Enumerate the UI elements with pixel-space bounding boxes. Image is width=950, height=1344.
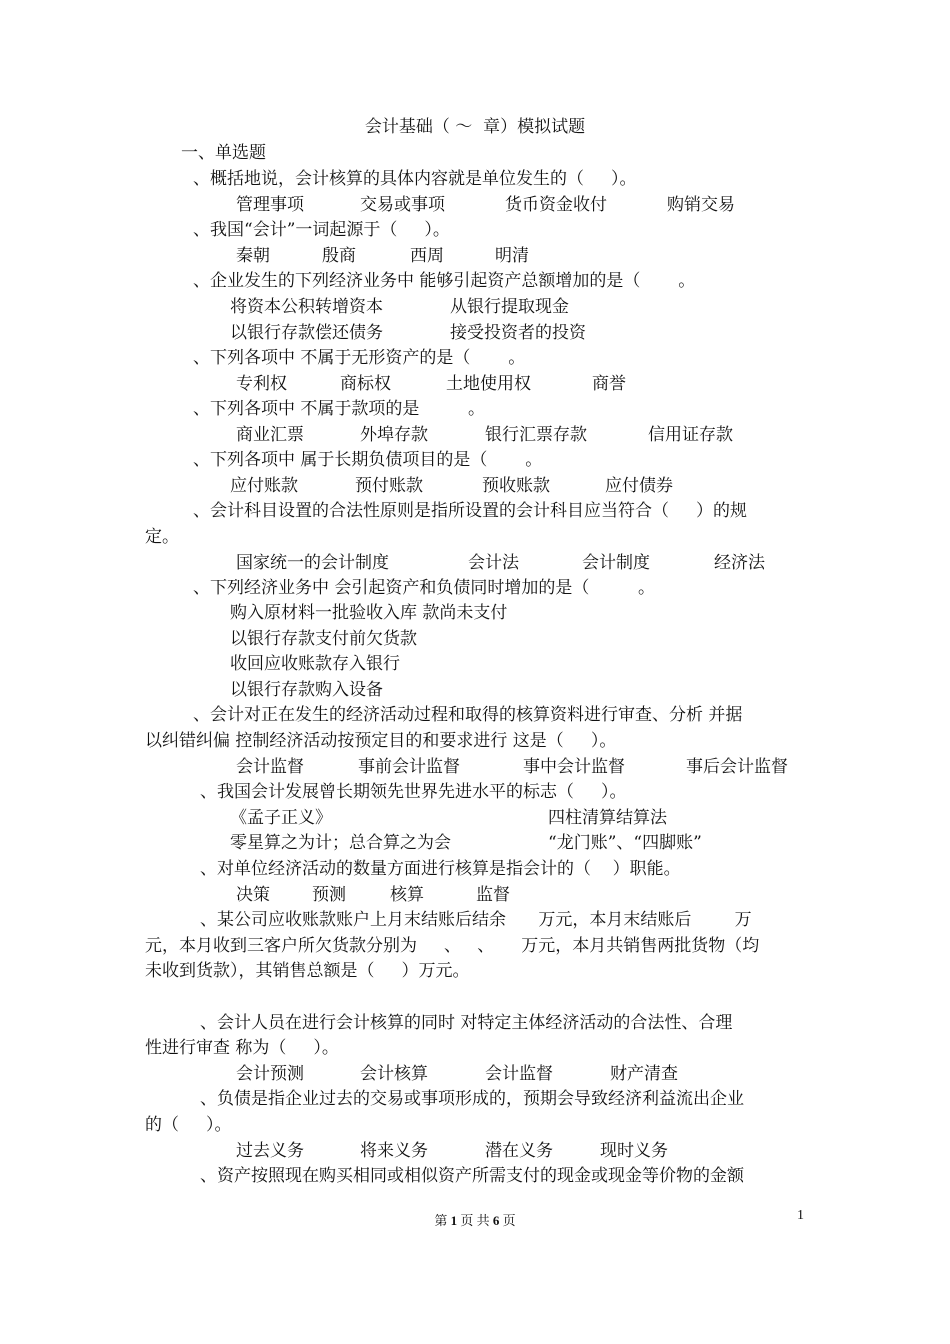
q10-option-a: 《孟子正义》	[230, 808, 332, 828]
q10-option-b: 四柱清算结算法	[548, 808, 667, 828]
q1-option-a: 管理事项	[236, 195, 304, 215]
q6-option-c: 预收账款	[482, 476, 550, 496]
page-footer	[0, 1210, 950, 1229]
q5-option-c: 银行汇票存款	[485, 425, 587, 445]
question-9-stem-line2: 以纠错纠偏 控制经济活动按预定目的和要求进行 这是（ ）。	[145, 731, 617, 751]
question-7-stem-line2: 定。	[145, 527, 179, 547]
q3-option-d: 接受投资者的投资	[450, 323, 586, 343]
q1-option-d: 购销交易	[667, 195, 735, 215]
q3-option-a: 将资本公积转增资本	[230, 297, 383, 317]
question-7-stem-line1: 、会计科目设置的合法性原则是指所设置的会计科目应当符合（ ）的规	[193, 501, 748, 521]
question-5-stem: 、下列各项中 不属于款项的是 。	[193, 399, 486, 419]
question-1-stem: 、概括地说，会计核算的具体内容就是单位发生的（ ）。	[193, 169, 637, 189]
q2-option-b: 殷商	[322, 246, 356, 266]
q3-option-c: 以银行存款偿还债务	[230, 323, 383, 343]
question-12-stem-line3: 未收到货款），其销售总额是（ ）万元。	[145, 961, 470, 981]
q14-option-d: 现时义务	[600, 1141, 668, 1161]
q11-option-a: 决策	[236, 885, 270, 905]
q9-option-d: 事后会计监督	[686, 757, 788, 777]
q14-option-c: 潜在义务	[485, 1141, 553, 1161]
q7-option-d: 经济法	[714, 553, 765, 573]
page-number: 1	[797, 1208, 804, 1223]
question-14-stem-line1: 、负债是指企业过去的交易或事项形成的，预期会导致经济利益流出企业	[200, 1089, 744, 1109]
q10-option-d: “龙门账”、“四脚账”	[548, 833, 702, 853]
q4-option-d: 商誉	[592, 374, 626, 394]
q7-option-c: 会计制度	[582, 553, 650, 573]
q9-option-c: 事中会计监督	[523, 757, 625, 777]
q4-option-b: 商标权	[340, 374, 391, 394]
q13-option-d: 财产清查	[610, 1064, 678, 1084]
question-14-stem-line2: 的（ ）。	[145, 1115, 232, 1135]
q1-option-c: 货币资金收付	[505, 195, 607, 215]
document-title: 会计基础（ ～ 章）模拟试题	[364, 117, 586, 137]
question-10-stem: 、我国会计发展曾长期领先世界先进水平的标志（ ）。	[200, 782, 627, 802]
question-13-stem-line1: 、会计人员在进行会计核算的同时 对特定主体经济活动的合法性、合理	[200, 1013, 733, 1033]
q8-option-b: 以银行存款支付前欠货款	[230, 629, 417, 649]
q2-option-c: 西周	[410, 246, 444, 266]
q4-option-c: 土地使用权	[446, 374, 531, 394]
question-13-stem-line2: 性进行审查 称为（ ）。	[145, 1038, 339, 1058]
question-12-stem-line1: 、某公司应收账款账户上月末结账后结余 万元，本月末结账后 万	[200, 910, 752, 930]
q10-option-c: 零星算之为计；总合算之为会	[230, 833, 451, 853]
question-8-stem: 、下列经济业务中 会引起资产和负债同时增加的是（ 。	[193, 578, 656, 598]
q14-option-a: 过去义务	[236, 1141, 304, 1161]
q6-option-a: 应付账款	[230, 476, 298, 496]
q9-option-b: 事前会计监督	[358, 757, 460, 777]
q5-option-b: 外埠存款	[360, 425, 428, 445]
q7-option-b: 会计法	[468, 553, 519, 573]
q4-option-a: 专利权	[236, 374, 287, 394]
q9-option-a: 会计监督	[236, 757, 304, 777]
q13-option-a: 会计预测	[236, 1064, 304, 1084]
q3-option-b: 从银行提取现金	[450, 297, 569, 317]
question-9-stem-line1: 、会计对正在发生的经济活动过程和取得的核算资料进行审查、分析 并据	[193, 705, 743, 725]
footer-prefix: 第	[434, 1213, 451, 1228]
q6-option-d: 应付债券	[605, 476, 673, 496]
q8-option-d: 以银行存款购入设备	[230, 680, 383, 700]
question-6-stem: 、下列各项中 属于长期负债项目的是（ 。	[193, 450, 543, 470]
question-3-stem: 、企业发生的下列经济业务中 能够引起资产总额增加的是（ 。	[193, 271, 696, 291]
section-heading: 一、单选题	[181, 143, 266, 163]
q5-option-d: 信用证存款	[648, 425, 733, 445]
question-11-stem: 、对单位经济活动的数量方面进行核算是指会计的（ ）职能。	[200, 859, 681, 879]
footer-suffix: 页	[499, 1213, 516, 1228]
question-2-stem: 、我国“会计”一词起源于（ ）。	[193, 220, 450, 240]
q11-option-d: 监督	[476, 885, 510, 905]
q11-option-b: 预测	[312, 885, 346, 905]
q2-option-d: 明清	[495, 246, 529, 266]
q1-option-b: 交易或事项	[360, 195, 445, 215]
q14-option-b: 将来义务	[360, 1141, 428, 1161]
q2-option-a: 秦朝	[236, 246, 270, 266]
footer-current-page: 1	[450, 1213, 458, 1228]
q11-option-c: 核算	[390, 885, 424, 905]
q13-option-b: 会计核算	[360, 1064, 428, 1084]
footer-mid: 页 共	[457, 1213, 493, 1228]
question-4-stem: 、下列各项中 不属于无形资产的是（ 。	[193, 348, 526, 368]
footer-total-pages: 6	[492, 1213, 500, 1228]
q8-option-c: 收回应收账款存入银行	[230, 654, 400, 674]
question-15-stem-line1: 、资产按照现在购买相同或相似资产所需支付的现金或现金等价物的金额	[200, 1166, 744, 1186]
q5-option-a: 商业汇票	[236, 425, 304, 445]
q8-option-a: 购入原材料一批验收入库 款尚未支付	[230, 603, 508, 623]
q7-option-a: 国家统一的会计制度	[236, 553, 389, 573]
q6-option-b: 预付账款	[355, 476, 423, 496]
q13-option-c: 会计监督	[485, 1064, 553, 1084]
question-12-stem-line2: 元，本月收到三客户所欠货款分别为 、 、 万元，本月共销售两批货物（均	[145, 936, 760, 956]
